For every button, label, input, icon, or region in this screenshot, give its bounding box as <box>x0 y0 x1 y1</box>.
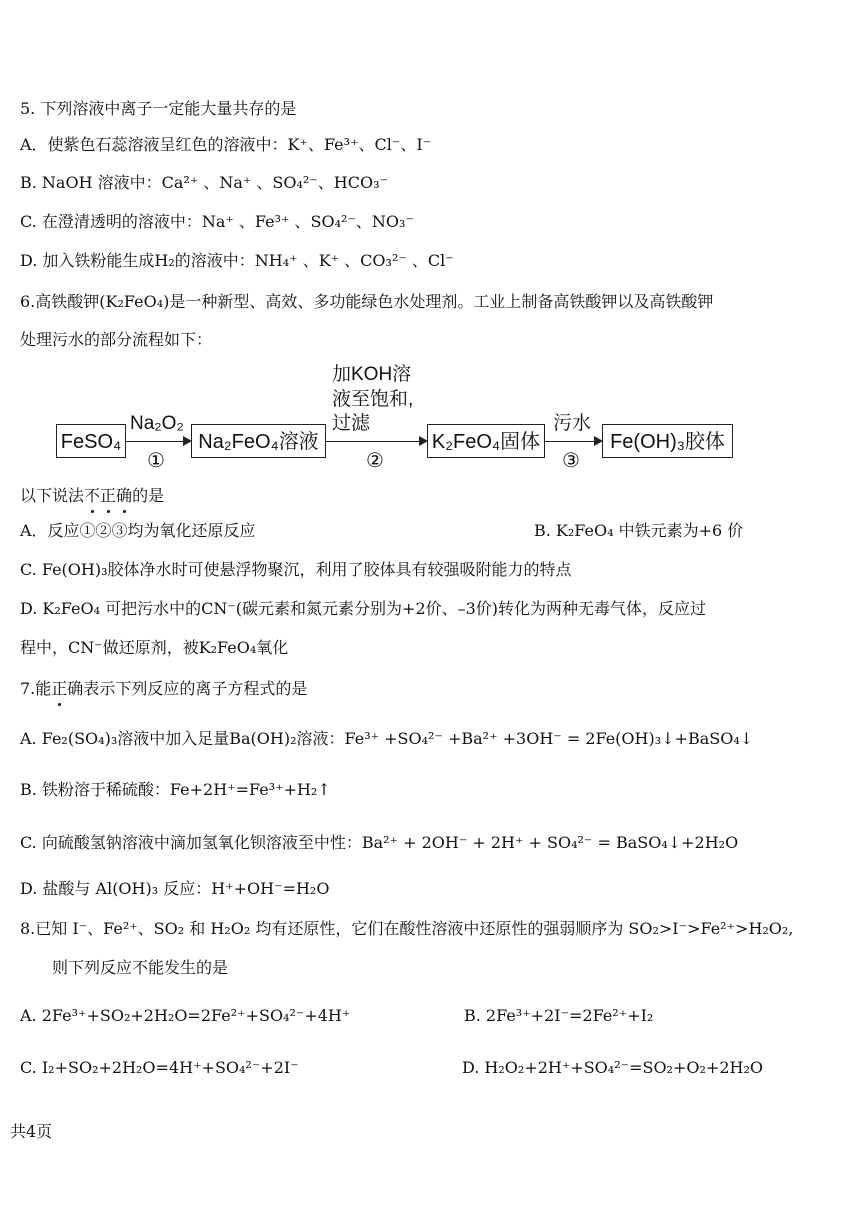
flow-arrow-3 <box>545 441 601 442</box>
q5-stem: 5. 下列溶液中离子一定能大量共存的是 <box>20 99 297 118</box>
q6-emphasis-not: 不 <box>84 484 100 508</box>
q6-stem-line1: 6.高铁酸钾(K₂FeO₄)是一种新型、高效、多功能绿色水处理剂。工业上制备高铁酸钾以及高铁酸钾 <box>20 292 714 311</box>
q7-option-c: C. 向硫酸氢钠溶液中滴加氢氧化钡溶液至中性：Ba²⁺ + 2OH⁻ + 2H⁺ + SO₄²⁻ = BaSO₄↓+2H₂O <box>20 833 739 852</box>
q6-stem-line2: 处理污水的部分流程如下： <box>20 330 213 349</box>
flow-box-feoh3-colloid: Fe(OH)₃胶体 <box>602 424 733 458</box>
q6-option-d-line2: 程中，CN⁻做还原剂，被K₂FeO₄氧化 <box>20 638 289 657</box>
q7-emphasis-zheng: 正 <box>51 677 67 701</box>
flow-box-k2feo4: K₂FeO₄固体 <box>427 424 545 458</box>
flow-arrow-2-condition-line2: 液至饱和, <box>332 389 414 410</box>
q8-option-d: D. H₂O₂+2H⁺+SO₄²⁻=SO₂+O₂+2H₂O <box>462 1058 763 1077</box>
q7-option-d: D. 盐酸与 Al(OH)₃ 反应：H⁺+OH⁻=H₂O <box>20 879 330 898</box>
flow-arrow-1-reagent: Na₂O₂ <box>130 413 184 434</box>
q7-stem-tail: 表示下列反应的离子方程式的是 <box>83 679 308 698</box>
q8-stem-line2: 则下列反应不能发生的是 <box>52 958 229 977</box>
flow-arrow-2-condition-line1: 加KOH溶 <box>332 364 412 385</box>
q6-emphasis-que: 确 <box>116 484 132 508</box>
q5-option-a: A．使紫色石蕊溶液呈红色的溶液中：K⁺、Fe³⁺、Cl⁻、I⁻ <box>20 135 432 154</box>
q8-stem-line1: 8.已知 I⁻、Fe²⁺、SO₂ 和 H₂O₂ 均有还原性，它们在酸性溶液中还原性的强弱顺序为 SO₂>I⁻>Fe²⁺>H₂O₂, <box>20 919 794 938</box>
q7-stem <box>20 677 307 701</box>
flow-arrow-2 <box>326 441 426 442</box>
flow-step-3-marker: ③ <box>562 448 580 472</box>
flow-arrow-1 <box>126 441 190 442</box>
q5-option-c: C. 在澄清透明的溶液中：Na⁺ 、Fe³⁺ 、SO₄²⁻、NO₃⁻ <box>20 212 414 231</box>
q8-option-b: B. 2Fe³⁺+2I⁻=2Fe²⁺+I₂ <box>464 1006 654 1025</box>
page-count-footer: 共4页 <box>10 1122 53 1141</box>
q8-option-a: A. 2Fe³⁺+SO₂+2H₂O=2Fe²⁺+SO₄²⁻+4H⁺ <box>20 1006 351 1025</box>
q7-option-a: A. Fe₂(SO₄)₃溶液中加入足量Ba(OH)₂溶液：Fe³⁺ +SO₄²⁻ +Ba²⁺ +3OH⁻ = 2Fe(OH)₃↓+BaSO₄↓ <box>20 729 754 748</box>
q5-option-b: B. NaOH 溶液中：Ca²⁺ 、Na⁺ 、SO₄²⁻、HCO₃⁻ <box>20 173 388 192</box>
flow-step-1-marker: ① <box>147 448 165 472</box>
q6-question-text: 以下说法 <box>20 486 85 505</box>
q6-emphasis-zheng: 正 <box>100 484 116 508</box>
flow-step-2-marker: ② <box>366 448 384 472</box>
q6-option-d-line1: D. K₂FeO₄ 可把污水中的CN⁻(碳元素和氮元素分别为+2价、–3价)转化为两种无毒气体，反应过 <box>20 599 707 618</box>
flow-box-feso4: FeSO₄ <box>56 424 126 458</box>
flow-arrow-3-reagent: 污水 <box>553 413 592 434</box>
q8-option-c: C. I₂+SO₂+2H₂O=4H⁺+SO₄²⁻+2I⁻ <box>20 1058 299 1077</box>
q6-question <box>20 484 164 508</box>
q5-option-d: D. 加入铁粉能生成H₂的溶液中：NH₄⁺ 、K⁺ 、CO₃²⁻ 、Cl⁻ <box>20 251 454 270</box>
q7-option-b: B. 铁粉溶于稀硫酸：Fe+2H⁺=Fe³⁺+H₂↑ <box>20 780 331 799</box>
q6-option-c: C. Fe(OH)₃胶体净水时可使悬浮物聚沉，利用了胶体具有较强吸附能力的特点 <box>20 560 572 579</box>
flow-arrow-2-condition-line3: 过滤 <box>332 413 371 434</box>
q6-option-b: B. K₂FeO₄ 中铁元素为+6 价 <box>534 521 744 540</box>
q6-option-a: A．反应①②③均为氧化还原反应 <box>20 521 256 540</box>
q7-stem-que: 确 <box>67 679 84 698</box>
flow-box-na2feo4: Na₂FeO₄溶液 <box>191 424 326 458</box>
q6-question-tail: 的是 <box>132 486 165 505</box>
q7-stem-prefix: 7.能 <box>20 679 52 698</box>
